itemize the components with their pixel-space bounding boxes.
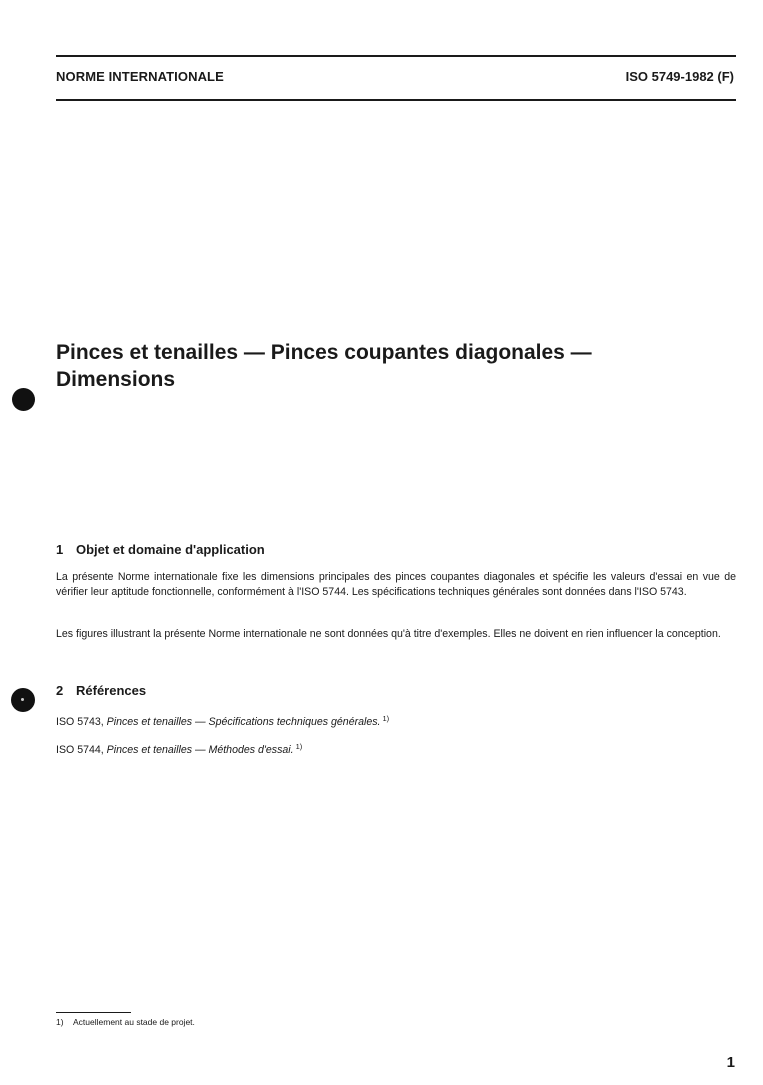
reference-item	[56, 740, 302, 757]
reference-code: ISO 5743,	[56, 716, 104, 728]
reference-footnote-mark: 1)	[295, 742, 303, 751]
header-standard-type: NORME INTERNATIONALE	[56, 69, 224, 84]
reference-title: Pinces et tenailles — Méthodes d'essai.	[106, 744, 294, 756]
footnote-text: Actuellement au stade de projet.	[73, 1017, 195, 1027]
footnote-separator	[56, 1012, 131, 1013]
section-2-title: Références	[76, 683, 147, 698]
punch-hole-mark	[11, 688, 35, 712]
footnote	[56, 1017, 195, 1027]
section-1-number: 1	[56, 542, 64, 557]
reference-code: ISO 5744,	[56, 744, 104, 756]
section-2-heading	[56, 683, 146, 698]
header-standard-number: ISO 5749-1982 (F)	[625, 69, 734, 84]
footnote-mark: 1)	[56, 1017, 64, 1027]
section-1-paragraph: Les figures illustrant la présente Norme internationale ne sont données qu'à titre d'exemples. Elles ne doivent en rien influencer la conception.	[56, 628, 721, 640]
header-top-rule	[56, 55, 736, 57]
reference-title: Pinces et tenailles — Spécifications techniques générales.	[106, 716, 381, 728]
reference-footnote-mark: 1)	[382, 714, 390, 723]
section-1-heading	[56, 542, 265, 557]
section-1-title: Objet et domaine d'application	[76, 542, 265, 557]
document-title-line-2: Dimensions	[56, 368, 176, 391]
document-title	[56, 339, 716, 393]
reference-item	[56, 712, 389, 729]
section-1-paragraph: La présente Norme internationale fixe les dimensions principales des pinces coupantes diagonales et spécifie les valeurs d'essai en vue de vérifier leur aptitude fonctionnelle, conformément à l'ISO 5744. Les spécifications techniques générales sont données dans l'ISO 5743.	[56, 571, 736, 598]
document-title-line-1: Pinces et tenailles — Pinces coupantes diagonales —	[56, 341, 592, 364]
page-number: 1	[726, 1054, 735, 1071]
section-2-number: 2	[56, 683, 64, 698]
punch-hole-mark	[12, 388, 35, 411]
header-bottom-rule	[56, 99, 736, 101]
